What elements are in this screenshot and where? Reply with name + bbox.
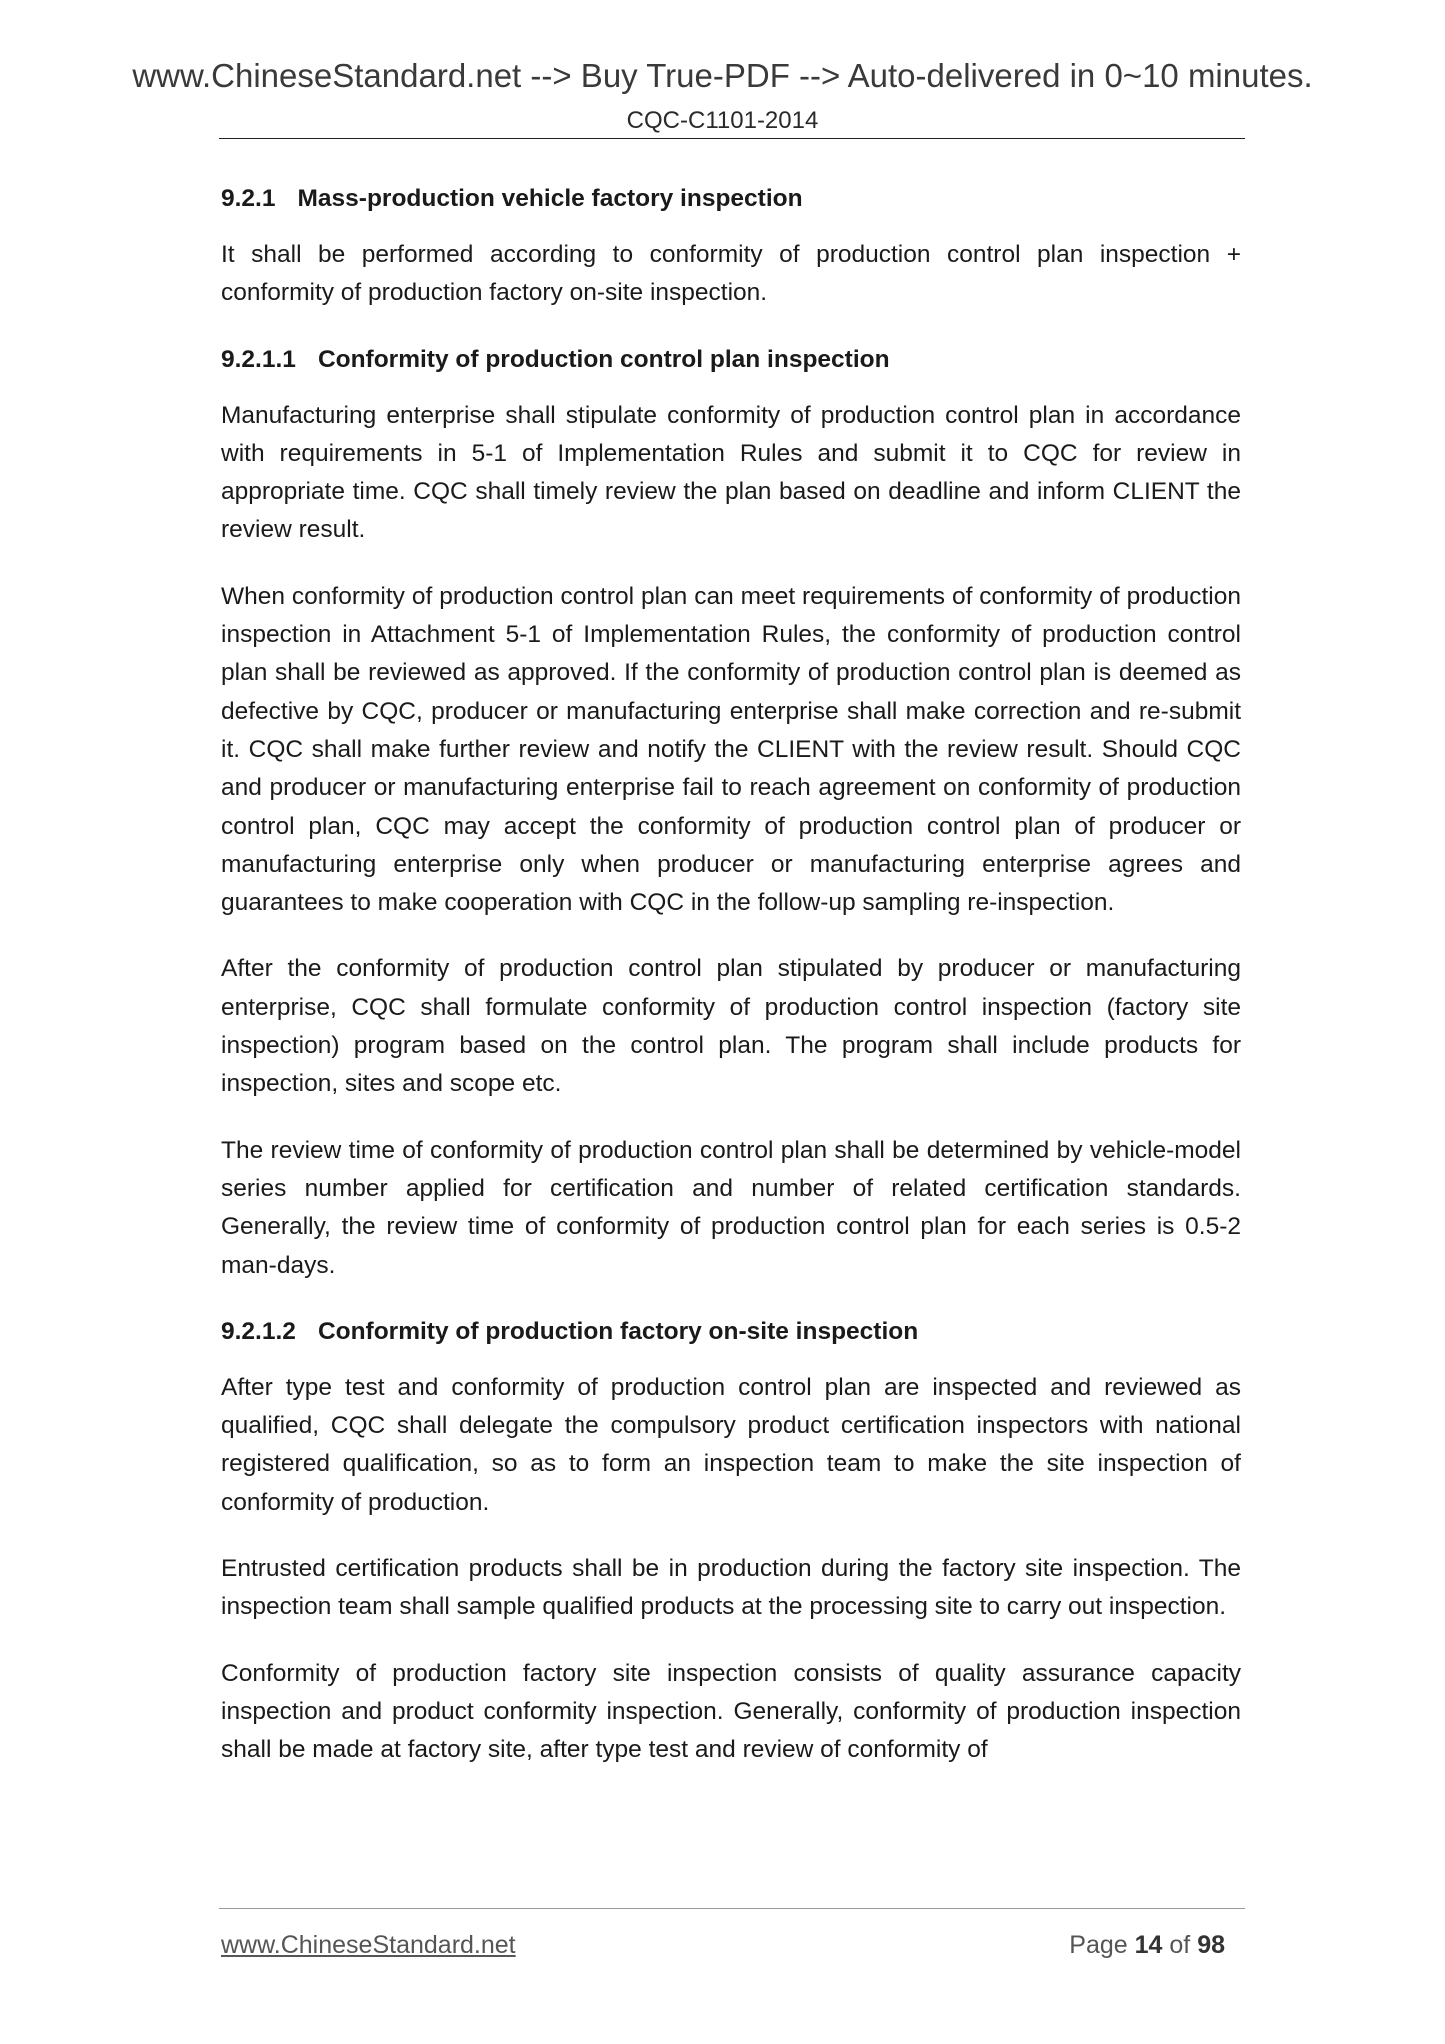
section-number: 9.2.1.1 (221, 345, 296, 373)
paragraph: Manufacturing enterprise shall stipulate conformity of production control plan in accordance with requirements in 5-1 of Implementation Rules and submit it to CQC for review in appropriate time. CQC shall timely review the plan based on deadline and inform CLIENT the review result. (221, 401, 1241, 544)
page-of-label: of (1169, 1931, 1191, 1959)
section-number: 9.2.1.2 (221, 1317, 296, 1345)
section-heading-9-2-1 (221, 180, 1241, 218)
section-heading-9-2-1-2 (221, 1313, 1241, 1351)
download-banner: www.ChineseStandard.net --> Buy True-PDF --> Auto-delivered in 0~10 minutes. (132, 57, 1313, 94)
footer-divider (219, 1908, 1245, 1909)
document-code: CQC-C1101-2014 (626, 107, 819, 134)
page-label: Page (1069, 1931, 1128, 1959)
section-number: 9.2.1 (221, 185, 276, 212)
paragraph: The review time of conformity of production control plan shall be determined by vehicle-model series number applied for certification and number of related certification standards. Generally, the review time of conformity of production control plan for each series is 0.5-2 man-days. (221, 1136, 1241, 1279)
paragraph: When conformity of production control plan can meet requirements of conformity of production inspection in Attachment 5-1 of Implementation Rules, the conformity of production control plan shall be reviewed as approved. If the conformity of production control plan is deemed as defective by CQC, producer or manufacturing enterprise shall make correction and re-submit it. CQC shall make further review and notify the CLIENT with the review result. Should CQC and producer or manufacturing enterprise fail to reach agreement on conformity of production control plan, CQC may accept the conformity of production control plan of producer or manufacturing enterprise only when producer or manufacturing enterprise agrees and guarantees to make cooperation with CQC in the follow-up sampling re-inspection. (221, 582, 1241, 917)
header-divider (219, 138, 1245, 139)
paragraph: After the conformity of production control plan stipulated by producer or manufacturing enterprise, CQC shall formulate conformity of production control inspection (factory site inspection) program based on the control plan. The program shall include products for inspection, sites and scope etc. (221, 955, 1241, 1098)
current-page: 14 (1134, 1931, 1163, 1959)
section-heading-9-2-1-1 (221, 341, 1241, 379)
paragraph: After type test and conformity of production control plan are inspected and reviewed as qualified, CQC shall delegate the compulsory product certification inspectors with national registered qualification, so as to form an inspection team to make the site inspection of conformity of production. (221, 1373, 1241, 1516)
paragraph: Conformity of production factory site inspection consists of quality assurance capacity inspection and product conformity inspection. Generally, conformity of production inspection shall be made at factory site, after type test and review of conformity of (221, 1659, 1241, 1764)
section-title: Conformity of production control plan inspection (317, 345, 890, 373)
footer-site-link[interactable]: www.ChineseStandard.net (221, 1931, 516, 1959)
page-number (1069, 1928, 1225, 1962)
section-title: Conformity of production factory on-site inspection (317, 1317, 919, 1345)
paragraph: It shall be performed according to conformity of production control plan inspection + conformity of production factory on-site inspection. (221, 241, 1241, 307)
section-title: Mass-production vehicle factory inspection (297, 185, 803, 212)
paragraph: Entrusted certification products shall be in production during the factory site inspection. The inspection team shall sample qualified products at the processing site to carry out inspection. (221, 1555, 1241, 1621)
page-content (221, 168, 1241, 1798)
total-pages: 98 (1197, 1931, 1225, 1959)
